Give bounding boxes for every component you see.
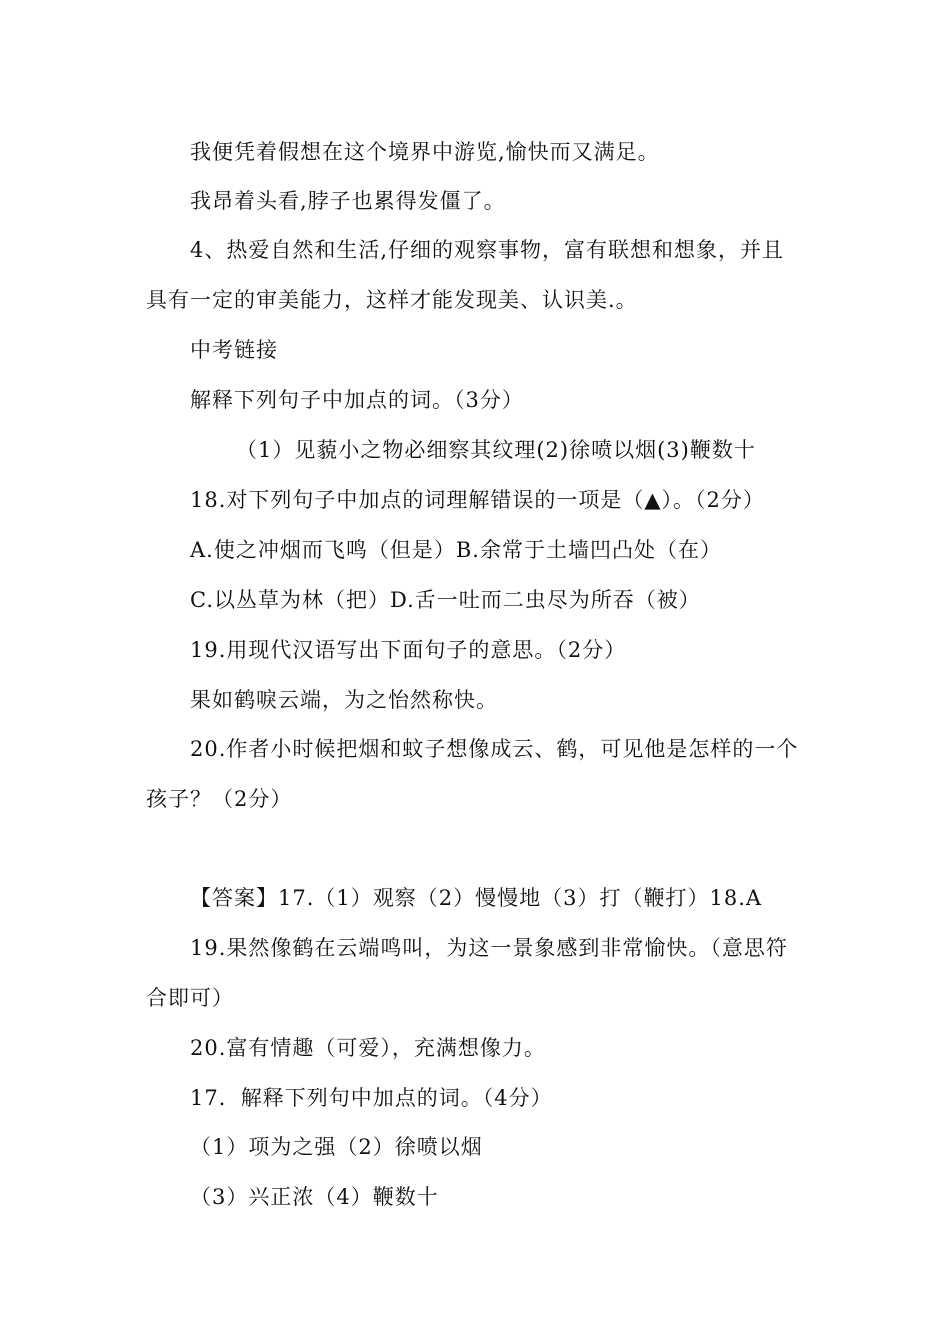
text-line: 孩子？（2分）	[146, 787, 293, 811]
answer-heading: 【答案】17.（1）观察（2）慢慢地（3）打（鞭打）18.A	[190, 886, 763, 910]
option-line: A.使之冲烟而飞鸣（但是）B.余常于土墙凹凸处（在）	[190, 538, 722, 562]
section-heading: 中考链接	[190, 338, 278, 362]
text-line: 解释下列句子中加点的词。（3分）	[190, 388, 524, 412]
text-line: （1）项为之强（2）徐喷以烟	[190, 1135, 483, 1159]
answer-line: 20.富有情趣（可爱），充满想像力。	[190, 1036, 546, 1060]
answer-line: 合即可）	[146, 986, 234, 1010]
text-line: 具有一定的审美能力，这样才能发现美、认识美.。	[146, 288, 638, 312]
question-20: 20.作者小时候把烟和蚊子想像成云、鹤，可见他是怎样的一个	[190, 737, 799, 761]
text-line: 我便凭着假想在这个境界中游览,愉快而又满足。	[190, 140, 660, 164]
option-line: C.以丛草为林（把）D.舌一吐而二虫尽为所吞（被）	[190, 588, 701, 612]
text-line: （3）兴正浓（4）鞭数十	[190, 1185, 439, 1209]
text-line: 果如鹤唳云端，为之怡然称快。	[190, 688, 498, 712]
question-18: 18.对下列句子中加点的词理解错误的一项是（▲）。（2分）	[190, 488, 765, 512]
question-19: 19.用现代汉语写出下面句子的意思。（2分）	[190, 638, 627, 662]
question-17: 17．解释下列句中加点的词。（4分）	[190, 1086, 553, 1110]
text-line: 4、热爱自然和生活,仔细的观察事物，富有联想和想象，并且	[190, 238, 785, 262]
text-line: 我昂着头看,脖子也累得发僵了。	[190, 189, 506, 213]
answer-line: 19.果然像鹤在云端鸣叫，为这一景象感到非常愉快。（意思符	[190, 936, 788, 960]
text-line: （1）见藐小之物必细察其纹理(2)徐喷以烟(3)鞭数十	[236, 438, 756, 462]
